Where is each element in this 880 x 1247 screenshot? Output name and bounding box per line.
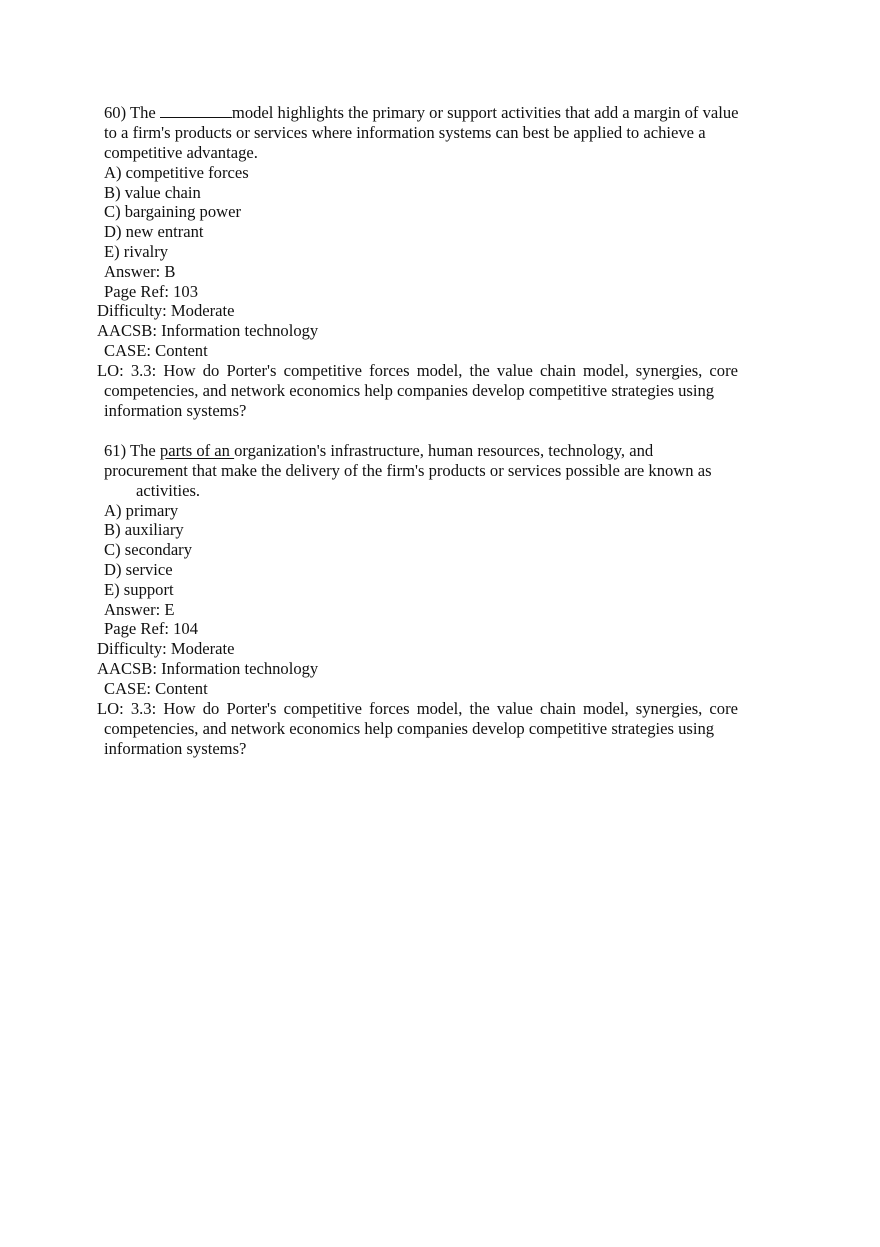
answer-blank (160, 103, 232, 118)
question-stem-line: activities. (136, 481, 201, 500)
answer-option: D) service (104, 560, 173, 579)
answer-key: Answer: E (104, 600, 175, 619)
case-tag: CASE: Content (104, 341, 208, 360)
learning-objective: competencies, and network economics help companies develop competitive strategies using (104, 719, 715, 738)
answer-option: C) bargaining power (104, 202, 242, 221)
learning-objective: competencies, and network economics help companies develop competitive strategies using (104, 381, 715, 400)
page-reference: Page Ref: 104 (104, 619, 199, 638)
question-stem-line: to a firm's products or services where information systems can best be applied to achieve a (104, 123, 706, 142)
question-stem-line: competitive advantage. (104, 143, 258, 162)
answer-option: A) primary (104, 501, 179, 520)
question-stem-line: procurement that make the delivery of the firm's products or services possible are known as (104, 461, 712, 480)
difficulty: Difficulty: Moderate (97, 301, 235, 320)
page-reference: Page Ref: 103 (104, 282, 199, 301)
answer-option: A) competitive forces (104, 163, 249, 182)
answer-option: D) new entrant (104, 222, 204, 241)
answer-option: E) support (104, 580, 174, 599)
question-stem-line: 60) The model highlights the primary or support activities that add a margin of value (104, 103, 739, 122)
answer-option: B) auxiliary (104, 520, 184, 539)
underlined-phrase: parts of an (159, 441, 235, 460)
answer-key: Answer: B (104, 262, 176, 281)
question-stem-line: 61) The parts of an organization's infrastructure, human resources, technology, and (104, 441, 654, 460)
learning-objective: information systems? (104, 401, 247, 420)
answer-option: C) secondary (104, 540, 193, 559)
case-tag: CASE: Content (104, 679, 208, 698)
aacsb-tag: AACSB: Information technology (97, 659, 319, 678)
difficulty: Difficulty: Moderate (97, 639, 235, 658)
learning-objective: information systems? (104, 739, 247, 758)
answer-option: E) rivalry (104, 242, 169, 261)
learning-objective: LO: 3.3: How do Porter's competitive forces model, the value chain model, synergies, core (97, 361, 738, 380)
aacsb-tag: AACSB: Information technology (97, 321, 319, 340)
answer-option: B) value chain (104, 183, 201, 202)
learning-objective: LO: 3.3: How do Porter's competitive forces model, the value chain model, synergies, core (97, 699, 738, 718)
